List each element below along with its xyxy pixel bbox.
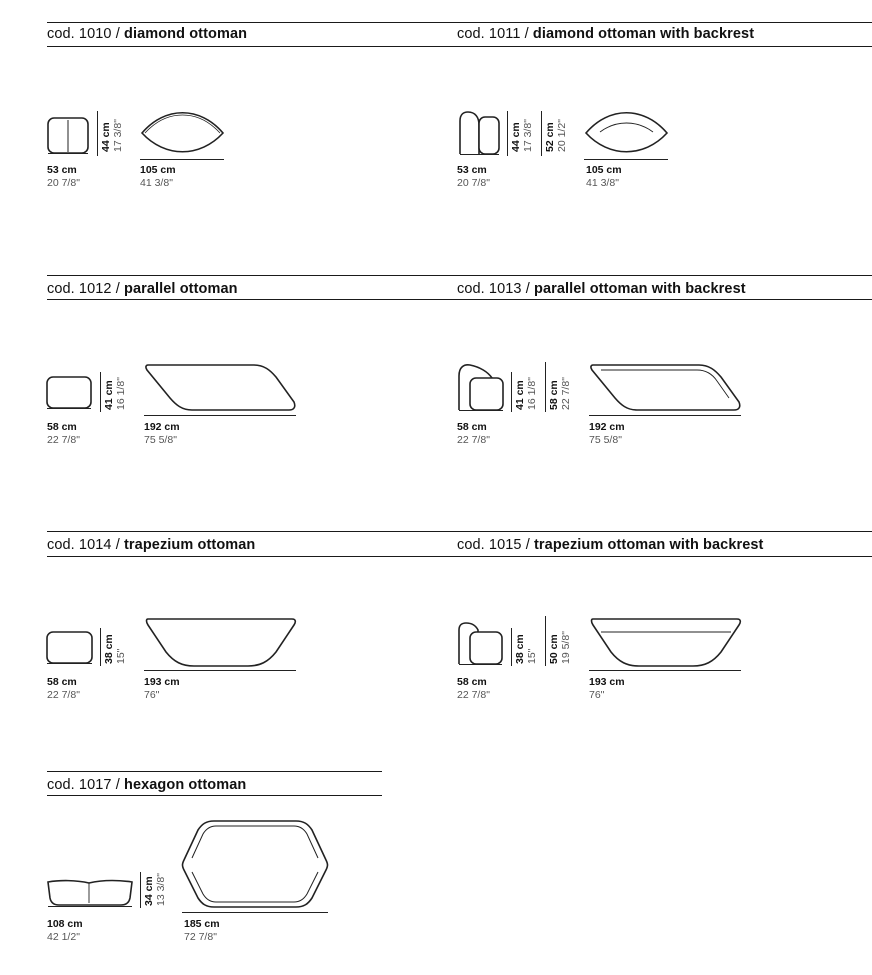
backrest-height-dimension: 52 cm 20 1/2" <box>544 119 568 152</box>
product-title <box>47 26 247 42</box>
divider <box>47 22 872 23</box>
product-code: cod. 1012 / <box>47 281 124 297</box>
backrest-height-line <box>541 111 542 156</box>
top-view-drawing <box>180 818 330 910</box>
width-dimension: 105 cm 41 3/8" <box>140 164 176 189</box>
height-dimension: 44 cm 17 3/8" <box>510 119 534 152</box>
depth-dimension: 108 cm 42 1/2" <box>47 918 83 943</box>
width-dimension: 193 cm 76" <box>589 676 625 701</box>
height-dimension: 41 cm 16 1/8" <box>103 377 127 410</box>
width-line <box>144 415 296 416</box>
backrest-height-dimension: 58 cm 22 7/8" <box>548 377 572 410</box>
height-line <box>97 111 98 156</box>
depth-dimension: 58 cm 22 7/8" <box>457 421 490 446</box>
product-title <box>47 537 255 553</box>
product-title <box>457 537 763 553</box>
backrest-height-line <box>545 362 546 412</box>
divider <box>47 299 872 300</box>
divider <box>47 275 872 276</box>
side-view-drawing <box>46 631 94 665</box>
product-name: trapezium ottoman <box>123 537 256 553</box>
product-code: cod. 1010 / <box>47 26 124 42</box>
width-line <box>140 159 224 160</box>
side-view-drawing <box>46 878 134 908</box>
side-view-drawing <box>46 376 92 410</box>
depth-dimension: 58 cm 22 7/8" <box>47 676 80 701</box>
top-view-drawing <box>144 362 298 412</box>
product-name: diamond ottoman <box>123 26 248 42</box>
product-title <box>457 26 754 42</box>
width-line <box>589 670 741 671</box>
divider <box>47 795 382 796</box>
product-code: cod. 1011 / <box>457 26 533 42</box>
product-title <box>47 281 238 297</box>
top-view-drawing <box>589 616 743 668</box>
height-line <box>511 372 512 412</box>
divider <box>47 556 872 557</box>
side-view-drawing <box>456 622 506 666</box>
product-code: cod. 1017 / <box>47 777 124 793</box>
product-name: hexagon ottoman <box>123 777 247 793</box>
height-line <box>100 628 101 666</box>
divider <box>47 771 382 772</box>
product-name: parallel ottoman with backrest <box>533 281 746 297</box>
width-line <box>589 415 741 416</box>
divider <box>47 531 872 532</box>
width-dimension: 193 cm 76" <box>144 676 180 701</box>
width-line <box>182 912 328 913</box>
side-view-drawing <box>456 362 506 412</box>
product-name: parallel ottoman <box>123 281 238 297</box>
height-dimension: 38 cm 15" <box>514 634 538 664</box>
height-line <box>140 872 141 908</box>
product-code: cod. 1013 / <box>457 281 534 297</box>
height-dimension: 38 cm 15" <box>103 634 127 664</box>
depth-dimension: 58 cm 22 7/8" <box>47 421 80 446</box>
product-code: cod. 1015 / <box>457 537 534 553</box>
width-dimension: 192 cm 75 5/8" <box>589 421 625 446</box>
top-view-drawing <box>144 616 298 668</box>
height-dimension: 41 cm 16 1/8" <box>514 377 538 410</box>
product-title <box>47 777 246 793</box>
divider <box>47 46 872 47</box>
top-view-drawing <box>140 108 226 158</box>
product-code: cod. 1014 / <box>47 537 124 553</box>
height-dimension: 44 cm 17 3/8" <box>100 119 124 152</box>
height-line <box>511 628 512 666</box>
top-view-drawing <box>589 362 743 412</box>
top-view-drawing <box>584 108 670 158</box>
width-dimension: 105 cm 41 3/8" <box>586 164 622 189</box>
height-line <box>100 372 101 412</box>
width-line <box>144 670 296 671</box>
product-name: diamond ottoman with backrest <box>532 26 755 42</box>
product-title <box>457 281 746 297</box>
height-line <box>507 111 508 156</box>
depth-dimension: 53 cm 20 7/8" <box>47 164 80 189</box>
product-name: trapezium ottoman with backrest <box>533 537 764 553</box>
width-dimension: 192 cm 75 5/8" <box>144 421 180 446</box>
width-line <box>584 159 668 160</box>
depth-dimension: 53 cm 20 7/8" <box>457 164 490 189</box>
height-dimension: 34 cm 13 3/8" <box>143 873 167 906</box>
backrest-height-line <box>545 616 546 666</box>
backrest-height-dimension: 50 cm 19 5/8" <box>548 631 572 664</box>
depth-dimension: 58 cm 22 7/8" <box>457 676 490 701</box>
side-view-drawing <box>457 111 501 155</box>
width-dimension: 185 cm 72 7/8" <box>184 918 220 943</box>
side-view-drawing <box>47 117 89 155</box>
